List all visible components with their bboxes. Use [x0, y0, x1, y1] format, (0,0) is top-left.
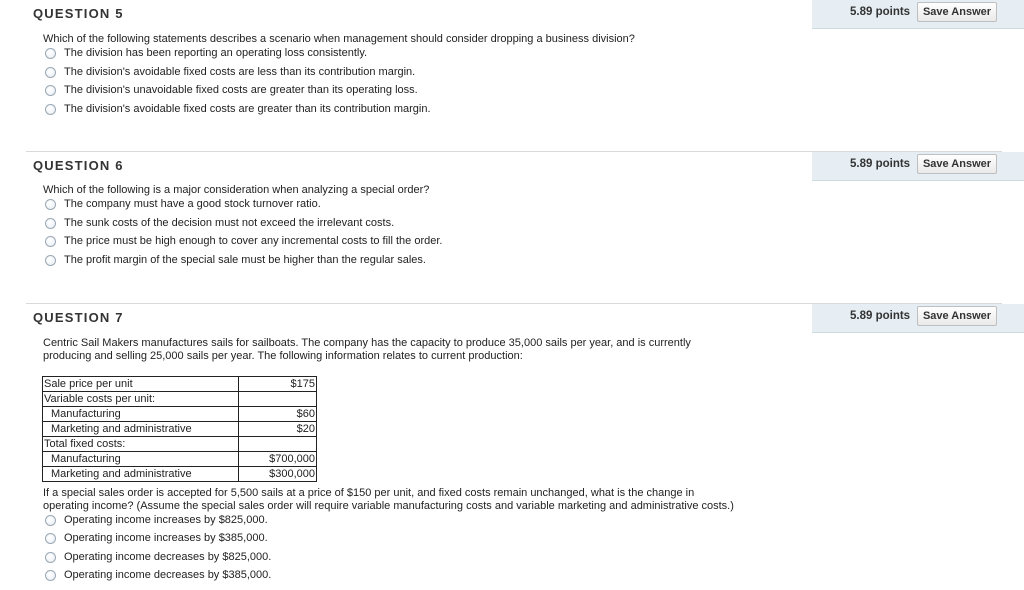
radio-button[interactable] [45, 199, 56, 210]
option-label[interactable]: The company must have a good stock turnover ratio. [64, 198, 321, 210]
row-value: $60 [239, 407, 317, 422]
table-row [43, 467, 317, 482]
points-box [812, 304, 1024, 333]
question-prompt: Which of the following is a major consideration when analyzing a special order? [43, 184, 430, 196]
table-row [43, 407, 317, 422]
option-label[interactable]: Operating income increases by $825,000. [64, 514, 268, 526]
table-row [43, 377, 317, 392]
row-value [239, 437, 317, 452]
save-answer-button[interactable]: Save Answer [917, 154, 997, 174]
question-title: QUESTION 6 [33, 158, 124, 173]
row-value: $700,000 [239, 452, 317, 467]
points-value: 5.89 points [850, 6, 911, 18]
option-label[interactable]: The profit margin of the special sale must be higher than the regular sales. [64, 254, 426, 266]
row-label: Marketing and administrative [43, 422, 239, 437]
option-label[interactable]: The division has been reporting an operating loss consistently. [64, 47, 368, 59]
option-label[interactable]: The division's avoidable fixed costs are less than its contribution margin. [64, 66, 416, 78]
radio-button[interactable] [45, 48, 56, 59]
save-answer-button[interactable]: Save Answer [917, 306, 997, 326]
follow-up-question [43, 487, 803, 513]
row-label: Manufacturing [43, 452, 239, 467]
cost-table [42, 376, 317, 482]
row-label: Marketing and administrative [43, 467, 239, 482]
row-label: Manufacturing [43, 407, 239, 422]
save-answer-button[interactable]: Save Answer [917, 2, 997, 22]
radio-button[interactable] [45, 236, 56, 247]
radio-button[interactable] [45, 552, 56, 563]
follow-up-line: If a special sales order is accepted for 5,500 sails at a price of $150 per unit, and fixed costs remain unchanged, what is the change in [43, 487, 695, 499]
radio-button[interactable] [45, 515, 56, 526]
row-value: $300,000 [239, 467, 317, 482]
points-value: 5.89 points [850, 158, 911, 170]
question-header [26, 303, 1002, 334]
points-box [812, 0, 1024, 29]
question-header [26, 151, 1002, 182]
option-label[interactable]: Operating income increases by $385,000. [64, 532, 268, 544]
table-row [43, 392, 317, 407]
table-row [43, 452, 317, 467]
table-row [43, 437, 317, 452]
row-label: Variable costs per unit: [43, 392, 239, 407]
option-label[interactable]: The sunk costs of the decision must not exceed the irrelevant costs. [64, 217, 395, 229]
row-value: $20 [239, 422, 317, 437]
radio-button[interactable] [45, 104, 56, 115]
table-row [43, 422, 317, 437]
row-value [239, 392, 317, 407]
radio-button[interactable] [45, 218, 56, 229]
question-title: QUESTION 7 [33, 310, 124, 325]
option-label[interactable]: The division's avoidable fixed costs are greater than its contribution margin. [64, 103, 431, 115]
radio-button[interactable] [45, 533, 56, 544]
points-value: 5.89 points [850, 310, 911, 322]
follow-up-line: operating income? (Assume the special sales order will require variable manufacturing costs and variable marketing and administrative costs.) [43, 500, 734, 512]
option-label[interactable]: The price must be high enough to cover any incremental costs to fill the order. [64, 235, 443, 247]
row-value: $175 [239, 377, 317, 392]
option-label[interactable]: Operating income decreases by $825,000. [64, 551, 272, 563]
radio-button[interactable] [45, 255, 56, 266]
option-label[interactable]: The division's unavoidable fixed costs are greater than its operating loss. [64, 84, 418, 96]
radio-button[interactable] [45, 67, 56, 78]
points-box [812, 152, 1024, 181]
question-prompt [43, 337, 803, 363]
question-title: QUESTION 5 [33, 6, 124, 21]
prompt-line: Centric Sail Makers manufactures sails for sailboats. The company has the capacity to produce 35,000 sails per year, and is currently [43, 337, 691, 349]
question-header [26, 0, 1002, 30]
question-prompt: Which of the following statements describes a scenario when management should consider dropping a business division? [43, 33, 635, 45]
row-label: Sale price per unit [43, 377, 239, 392]
prompt-line: producing and selling 25,000 sails per year. The following information relates to current production: [43, 350, 523, 362]
radio-button[interactable] [45, 85, 56, 96]
row-label: Total fixed costs: [43, 437, 239, 452]
option-label[interactable]: Operating income decreases by $385,000. [64, 569, 272, 581]
radio-button[interactable] [45, 570, 56, 581]
